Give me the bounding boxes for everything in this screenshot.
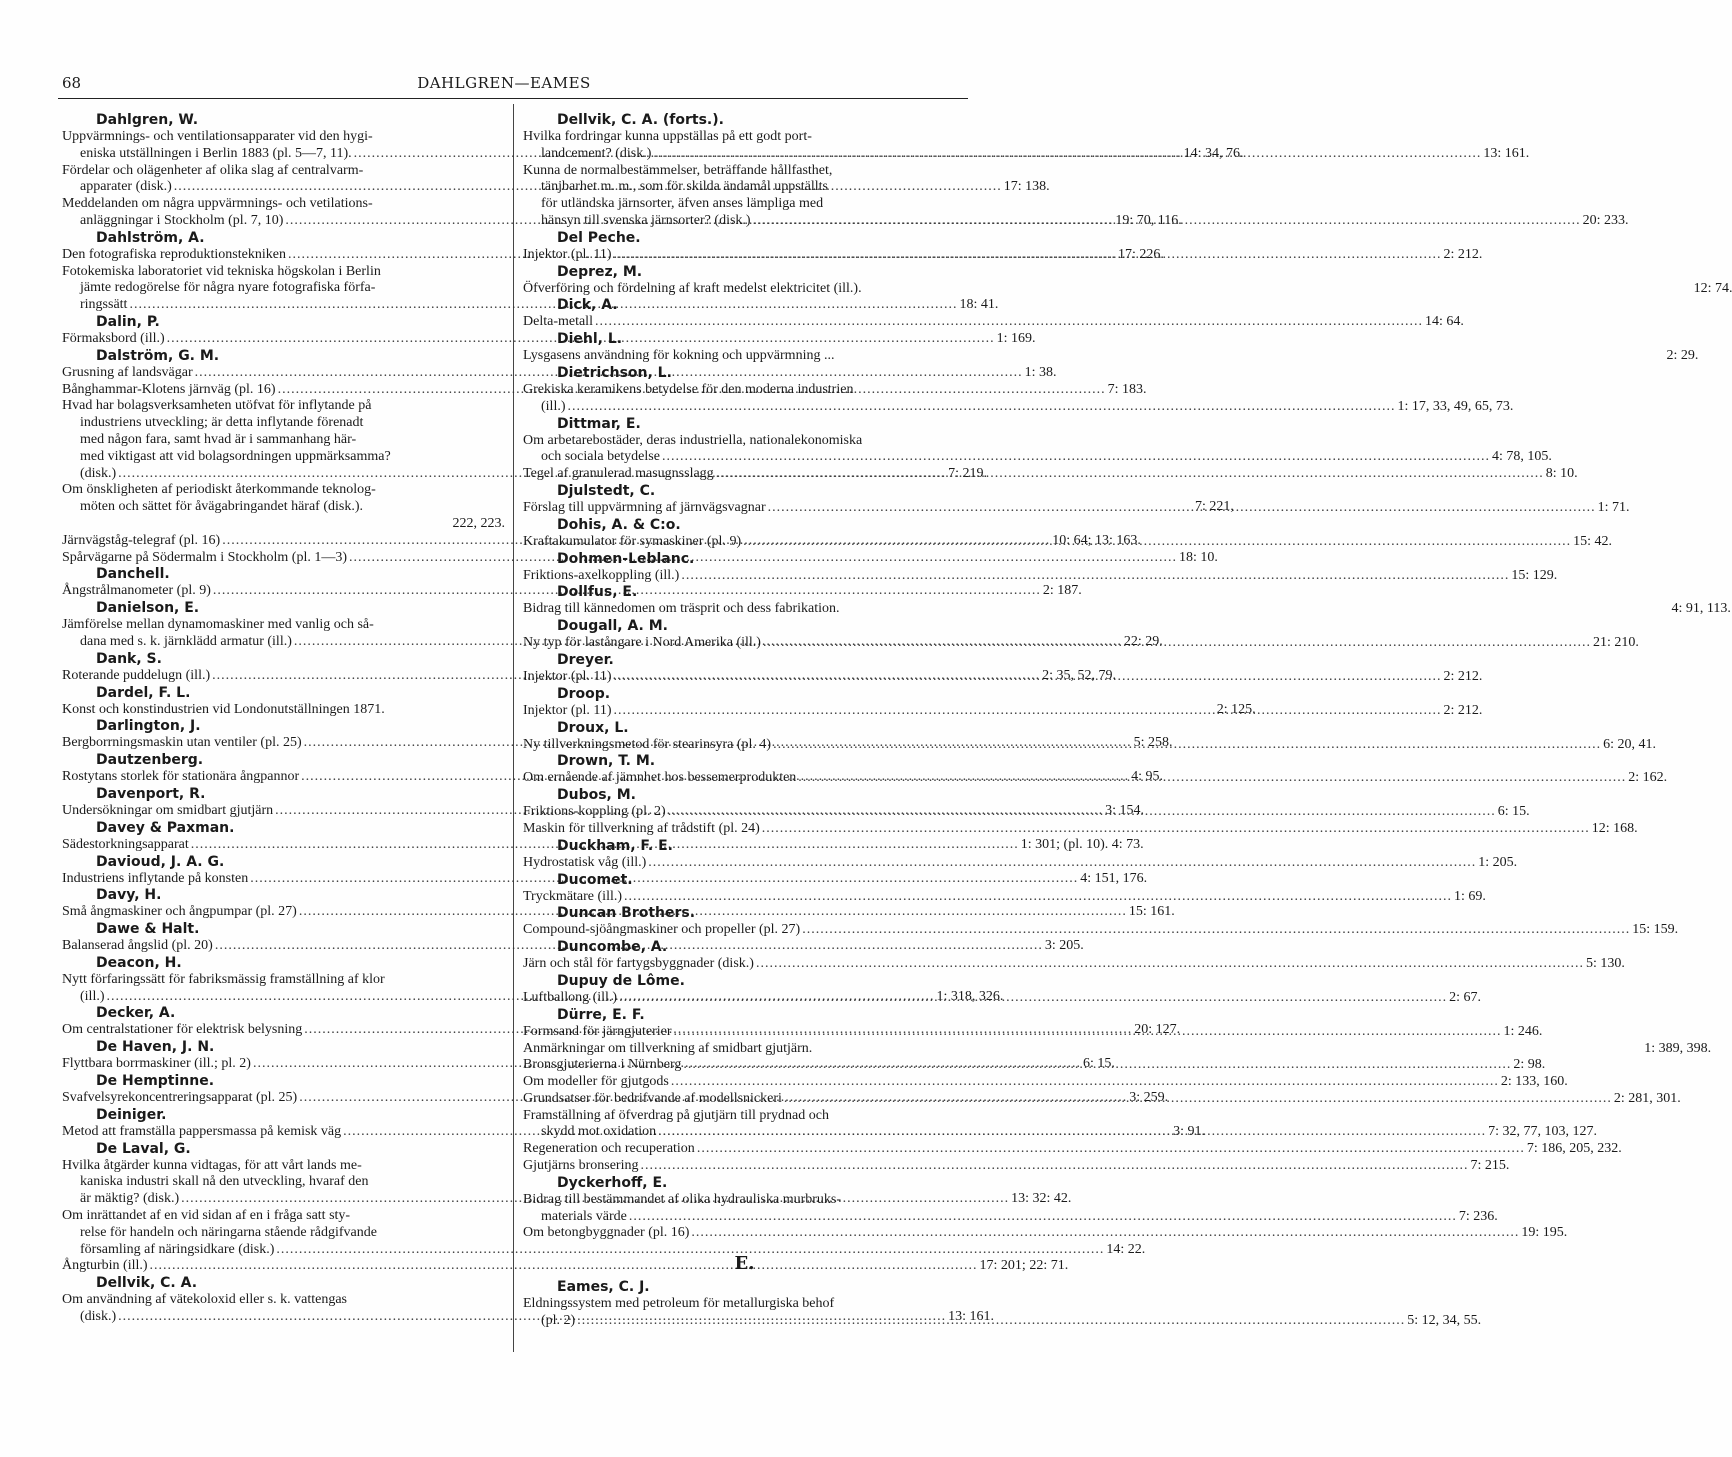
entry-line: Om arbetarebostäder, deras industriella, nationalekonomiska [523, 432, 863, 448]
entry-ref: 6: 15. [1497, 804, 1530, 820]
entry-title: Compound-sjöångmaskiner och propeller (pl. 27) [523, 922, 801, 938]
author-heading: Dahlström, A. [96, 229, 205, 246]
entry-ref: 13: 32: 42. [1011, 1191, 1072, 1207]
entry-title: Tryckmätare (ill.) [523, 888, 623, 904]
entry-line: industriens utveckling; är detta inflytande förenadt [80, 415, 364, 431]
entry-ref: 18: 10. [1179, 549, 1218, 565]
author-heading: Davey & Paxman. [96, 819, 235, 836]
entry-title: Metod att framställa pappersmassa på kemisk väg [62, 1123, 342, 1139]
author-heading: De Haven, J. N. [96, 1039, 215, 1056]
author-heading: De Hemptinne. [96, 1073, 215, 1090]
entry-ref: 2: 187. [1042, 583, 1082, 599]
entry-title: Sädestorkningsapparat [62, 836, 189, 852]
author-heading: Danielson, E. [96, 600, 200, 617]
entry-ref: 3: 154. [1105, 802, 1145, 818]
entry-title: Ångturbin (ill.) [62, 1258, 148, 1274]
entry-line: Om önskligheten af periodiskt återkommande teknolog- [62, 482, 376, 498]
entry-line: Hvilka åtgärder kunna vidtagas, för att vårt lands me- [62, 1157, 362, 1173]
entry-title: Grundsatser för bedrifvande af modellsnickeri [523, 1090, 782, 1106]
entry-line [523, 1040, 1712, 1058]
entry-title: Injektor (pl. 11) [523, 246, 612, 262]
author-heading: Decker, A. [96, 1005, 176, 1022]
author-heading: Dellvik, C. A. (forts.). [557, 112, 724, 128]
entry-ref: 7: 186, 205, 232. [1526, 1141, 1622, 1157]
author-heading: Deacon, H. [96, 954, 182, 971]
author-heading: Dawe & Halt. [96, 921, 200, 938]
page-header [0, 0, 1008, 110]
entry-ref: 3: 205. [1044, 938, 1084, 954]
entry-ref: 7: 215. [1470, 1158, 1510, 1174]
author-heading: Drown, T. M. [557, 753, 656, 770]
entry-ref: 2: 67. [1449, 989, 1481, 1005]
entry-title: Om betongbyggnader (pl. 16) [523, 1225, 690, 1241]
entry-ref: 3: 259. [1129, 1090, 1169, 1106]
entry-ref: 20: 233. [1582, 212, 1629, 228]
entry-ref: 1: 69. [1454, 888, 1486, 904]
author-heading: Dellvik, C. A. [96, 1275, 198, 1292]
author-heading: De Laval, G. [96, 1140, 191, 1157]
author-heading: Duckham, F. E. [557, 837, 673, 854]
entry-title: hänsyn till svenska järnsorter? (disk.) [541, 212, 751, 228]
entry-ref: 5: 12, 34, 55. [1407, 1312, 1482, 1328]
author-heading: Dahlgren, W. [96, 112, 199, 128]
entry-ref: 2: 212. [1443, 246, 1483, 262]
entry-line: 222, 223. [452, 515, 505, 531]
entry-title: materials värde [541, 1208, 627, 1224]
author-heading: Dittmar, E. [557, 415, 641, 432]
author-heading: Dürre, E. F. [557, 1006, 645, 1023]
entry-title: Förslag till uppvärmning af järnvägsvagnar [523, 499, 766, 515]
author-heading: Dupuy de Lôme. [557, 972, 685, 989]
author-heading: Dalin, P. [96, 313, 160, 330]
entry-title: (disk.) [80, 1309, 117, 1325]
entry-title: Om ernående af jämnhet hos bessemerprodukten [523, 770, 797, 786]
author-heading: Dohmen-Leblanc. [557, 550, 695, 567]
entry-title: Spårvägarne på Södermalm i Stockholm (pl. 1—3) [62, 549, 347, 565]
entry-ref: 13: 161. [948, 1309, 995, 1325]
entry-title: dana med s. k. järnklädd armatur (ill.) [80, 633, 292, 649]
entry-ref: 3: 91. [1173, 1123, 1206, 1139]
page-number: 68 [62, 74, 82, 92]
author-heading: Dautzenberg. [96, 752, 204, 769]
entry-title: Luftballong (ill.) [523, 989, 618, 1005]
entry-ref: 2: 212. [1443, 668, 1483, 684]
entry-title: Bidrag till kännedomen om träsprit och dess fabrikation. [523, 601, 840, 617]
entry-ref: 13: 161. [1483, 145, 1530, 161]
entry-ref: 1: 301; (pl. 10). 4: 73. [1020, 836, 1144, 852]
entry-line: Nytt förfaringssätt för fabriksmässig framställning af klor [62, 971, 385, 987]
entry-line: relse för handeln och näringarna stående rådgifvande [80, 1224, 377, 1240]
entry-ref: 7: 219. [948, 465, 988, 481]
entry-title: Öfverföring och fördelning af kraft medelst elektricitet (ill.). [523, 280, 862, 296]
entry-line: Grekiska keramikens betydelse för den moderna industrien [523, 381, 854, 397]
entry-line: Om inrättandet af en vid sidan af en i fråga satt sty- [62, 1208, 351, 1224]
entry-title: Den fotografiska reproduktionstekniken [62, 246, 286, 262]
entry-title: Svafvelsyrekoncentreringsapparat (pl. 25) [62, 1090, 298, 1106]
author-heading: Del Peche. [557, 229, 641, 246]
entry-title: Tegel af granulerad masugnsslagg [523, 466, 714, 482]
entry-title: Maskin för tillverkning af trådstift (pl. 24) [523, 820, 760, 836]
entry-title: Bronsgjuterierna i Nürnberg [523, 1057, 682, 1073]
entry-line: kaniska industri skall nå den utveckling, hvaraf den [80, 1174, 369, 1190]
entry-line: för utländska järnsorter, äfven anses lämpliga med [541, 196, 824, 212]
entry-title: Järnvägståg-telegraf (pl. 16) [62, 532, 221, 548]
author-heading: Dyckerhoff, E. [557, 1174, 668, 1191]
entry-line [523, 888, 1486, 906]
entry-ref: 6: 20, 41. [1603, 736, 1656, 752]
entry-line [523, 1158, 1510, 1175]
entry-title: (disk.) [80, 465, 117, 481]
entry-ref: 17: 138. [1003, 179, 1050, 195]
entry-ref: 2: 281, 301. [1613, 1090, 1681, 1106]
entry-ref: 5: 258. [1133, 735, 1173, 751]
entry-ref: 1: 38. [1024, 364, 1057, 380]
author-heading: Dreyer. [557, 651, 614, 668]
entry-line: Hvad har bolagsverksamheten utöfvat för inflytande på [62, 398, 372, 414]
entry-title: är mäktig? (disk.) [80, 1191, 180, 1207]
entry-title: Ångstrålmanometer (pl. 9) [62, 583, 211, 599]
entry-title: skydd mot oxidation [541, 1124, 657, 1140]
entry-ref: 1: 389, 398. [1644, 1040, 1712, 1056]
entry-line: Uppvärmnings- och ventilationsapparater vid den hygi- [62, 129, 373, 144]
author-heading: Dubos, M. [557, 787, 637, 804]
entry-ref: 14: 64. [1424, 314, 1464, 330]
entry-ref: 2: 29. [1666, 348, 1699, 364]
entry-ref: 1: 169. [996, 330, 1036, 346]
entry-title: Undersökningar om smidbart gjutjärn [62, 802, 274, 818]
entry-title: Roterande puddelugn (ill.) [62, 667, 211, 683]
entry-ref: 4: 91, 113. [1671, 601, 1731, 617]
entry-ref: 19: 70, 116. [1115, 212, 1182, 228]
entry-line: med viktigast att vid bolagsordningen uppmärksamma? [80, 448, 391, 464]
entry-ref: 1: 246. [1503, 1023, 1543, 1039]
entry-title: Lysgasens användning för kokning och uppvärmning ... [523, 348, 835, 364]
entry-line: Bidrag till bestämmandet af olika hydrauliska murbruks- [523, 1191, 842, 1207]
entry-ref: 21: 210. [1592, 635, 1639, 651]
author-heading: Deprez, M. [557, 263, 643, 280]
author-heading: Eames, C. J. [557, 1279, 650, 1296]
entry-line: Fördelar och olägenheter af olika slag af centralvarm- [62, 162, 364, 178]
entry-ref: 18: 41. [959, 297, 999, 313]
entry-title: Gjutjärns bronsering [523, 1158, 639, 1174]
entry-ref: 12: 74. [1693, 280, 1732, 296]
entry-ref: 1: 318, 326. [936, 988, 1004, 1004]
entry-ref: 7: 32, 77, 103, 127. [1488, 1124, 1598, 1140]
entry-title: Förmaksbord (ill.) [62, 330, 165, 346]
entry-title: Delta-metall [523, 314, 593, 330]
entry-title: Formsand för järngjuterier [523, 1023, 672, 1039]
entry-line: Fotokemiska laboratoriet vid tekniska högskolan i Berlin [62, 263, 381, 279]
author-heading: Dohis, A. & C:o. [557, 516, 681, 533]
entry-ref: 1: 17, 33, 49, 65, 73. [1397, 398, 1514, 414]
entry-line: Om användning af vätekoloxid eller s. k. vattengas [62, 1292, 347, 1308]
entry-line [523, 398, 1514, 416]
entry-line: Hvilka fordringar kunna uppställas på ett godt port- [523, 129, 812, 144]
author-heading: Dougall, A. M. [557, 618, 669, 635]
entry-title: Grusning af landsvägar [62, 364, 193, 380]
author-heading: Droop. [557, 685, 611, 702]
author-heading: Dank, S. [96, 650, 162, 667]
entry-ref: 14: 34, 76. [1183, 145, 1244, 161]
entry-line [523, 956, 1625, 973]
entry-title: Anmärkningar om tillverkning af smidbart gjutjärn. [523, 1040, 813, 1056]
entry-ref: 15: 159. [1632, 922, 1679, 938]
entry-title: Konst och konstindustrien vid Londonutställningen 1871. [62, 701, 385, 717]
entry-ref: 10: 64; 13: 163. [1052, 532, 1141, 548]
entry-ref: 12: 168. [1591, 820, 1638, 836]
entry-line: med någon fara, samt hvad är i sammanhang här- [80, 431, 357, 447]
entry-title: Järn och stål för fartygsbyggnader (disk.) [523, 956, 754, 972]
entry-title: Små ångmaskiner och ångpumpar (pl. 27) [62, 904, 297, 920]
entry-title: Friktions-koppling (pl. 2) [523, 804, 666, 820]
entry-ref: 2: 35, 52, 79. [1042, 667, 1117, 683]
entry-title: apparater (disk.) [80, 179, 172, 195]
entry-ref: 17: 201; 22: 71. [979, 1258, 1069, 1274]
entry-line: Eldningssystem med petroleum för metallurgiska behof [523, 1296, 835, 1312]
entry-line: Meddelanden om några uppvärmnings- och vetilations- [62, 196, 373, 212]
author-heading: Darlington, J. [96, 718, 201, 735]
entry-ref: 2: 125. [1216, 701, 1256, 717]
author-heading: Dick, A. [557, 297, 618, 314]
entry-line [523, 280, 1732, 298]
entry-title: Bånghammar-Klotens järnväg (pl. 16) [62, 381, 276, 397]
entry-title: Ny tillverkningsmetod för stearinsyra (pl. 4) [523, 736, 772, 752]
entry-ref: 2: 212. [1443, 702, 1483, 718]
entry-line [62, 1258, 1069, 1275]
entry-line [523, 1208, 1498, 1226]
entry-title: (pl. 2) [541, 1312, 576, 1328]
entry-ref: 7: 236. [1458, 1208, 1498, 1224]
entry-ref: 22: 29. [1123, 633, 1163, 649]
entry-ref: 1: 71. [1597, 499, 1630, 515]
entry-line [523, 314, 1464, 331]
entry-ref: 20: 127. [1134, 1022, 1181, 1038]
entry-line [523, 601, 1731, 618]
entry-ref: 7: 221, [1195, 499, 1234, 515]
entry-line: Jämförelse mellan dynamomaskiner med vanlig och så- [62, 617, 374, 633]
entry-title: församling af näringsidkare (disk.) [80, 1241, 275, 1257]
entry-title: (ill.) [80, 988, 105, 1004]
author-heading: Dollfus, E. [557, 584, 638, 601]
entry-line [523, 922, 1679, 939]
entry-ref: 2: 98. [1513, 1057, 1546, 1073]
entry-title: (ill.) [541, 398, 566, 414]
entry-ref: 15: 161. [1128, 904, 1175, 920]
entry-title: Industriens inflytande på konsten [62, 870, 249, 886]
entry-title: Injektor (pl. 11) [523, 702, 612, 718]
entry-ref: 8: 10. [1545, 466, 1578, 482]
author-heading: Duncan Brothers. [557, 905, 696, 922]
entry-ref: 4: 151, 176. [1080, 870, 1148, 886]
entry-title: Friktions-axelkoppling (ill.) [523, 567, 680, 583]
entry-line [523, 854, 1518, 872]
entry-ref: 17: 226. [1117, 246, 1164, 262]
entry-ref: 15: 129. [1511, 567, 1558, 583]
author-heading: Davioud, J. A. G. [96, 853, 225, 870]
entry-title: ringssätt [80, 297, 128, 313]
entry-ref: 4: 78, 105. [1491, 449, 1552, 465]
section-letter: E. [734, 1253, 755, 1275]
entry-title: Hydrostatisk våg (ill.) [523, 854, 647, 870]
entry-title: Ny typ för lastångare i Nord Amerika (ill.) [523, 635, 761, 651]
entry-title: och sociala betydelse [541, 449, 660, 465]
author-heading: Dalström, G. M. [96, 347, 220, 364]
entry-ref: 5: 130. [1585, 956, 1625, 972]
entry-title: Balanserad ångslid (pl. 20) [62, 938, 213, 954]
entry-line: Framställning af öfverdrag på gjutjärn till prydnad och [523, 1107, 829, 1123]
author-heading: Dardel, F. L. [96, 684, 191, 701]
entry-title: anläggningar i Stockholm (pl. 7, 10) [80, 212, 284, 228]
entry-line: Kunna de normalbestämmelser, beträffande hållfasthet, [523, 162, 833, 178]
author-heading: Deiniger. [96, 1106, 167, 1123]
entry-title: Injektor (pl. 11) [523, 668, 612, 684]
entry-ref: 6: 15. [1082, 1056, 1115, 1072]
entry-title: eniska utställningen i Berlin 1883 (pl. 5—7, 11). [80, 145, 352, 161]
author-heading: Djulstedt, C. [557, 482, 656, 499]
entry-title: Bergborrningsmaskin utan ventiler (pl. 25) [62, 735, 302, 751]
entry-line [523, 1225, 1568, 1242]
entry-ref: 19: 195. [1521, 1225, 1568, 1241]
entry-ref: 14: 22. [1106, 1241, 1146, 1257]
entry-line [523, 348, 1699, 365]
author-heading: Duncombe, A. [557, 939, 668, 956]
entry-ref: 7: 183. [1107, 381, 1147, 397]
entry-title: Om modeller för gjutgods [523, 1074, 669, 1090]
running-head: DAHLGREN—EAMES [417, 74, 591, 92]
entry-line [62, 1241, 1146, 1259]
entry-title: möten och sättet för åvägabringandet häraf (disk.). [80, 499, 364, 515]
author-heading: Dietrichson, L. [557, 364, 672, 381]
entry-title: Om centralstationer för elektrisk belysning [62, 1022, 303, 1038]
entry-title: Kraftakumulator för symaskiner (pl. 9) [523, 533, 742, 549]
entry-line [523, 820, 1638, 838]
entry-line [523, 449, 1552, 466]
column-divider [513, 104, 514, 1352]
entry-title: Regeneration och recuperation [523, 1141, 695, 1157]
author-heading: Danchell. [96, 566, 170, 583]
entry-line [523, 1074, 1568, 1091]
entry-ref: 4: 95. [1131, 769, 1164, 785]
entry-ref: 15: 42. [1573, 533, 1612, 549]
entry-title: Flyttbara borrmaskiner (ill.; pl. 2) [62, 1056, 251, 1072]
entry-line [523, 567, 1558, 585]
header-rule [58, 98, 968, 99]
entry-line [523, 1141, 1622, 1158]
author-heading: Davy, H. [96, 887, 162, 904]
entry-title: Rostytans storlek för stationära ångpannor [62, 769, 300, 785]
entry-ref: 1: 205. [1478, 854, 1518, 870]
author-heading: Davenport, R. [96, 785, 206, 802]
entry-ref: 2: 133, 160. [1500, 1074, 1568, 1090]
author-heading: Diehl, L. [557, 331, 623, 348]
entry-line: tänjbarhet m. m., som för skilda ändamål uppställts [541, 179, 828, 195]
entry-line: jämte redogörelse för några nyare fotografiska förfa- [80, 280, 376, 296]
author-heading: Droux, L. [557, 719, 629, 736]
entry-title: landcement? (disk.) [541, 145, 652, 161]
entry-ref: 2: 162. [1628, 770, 1668, 786]
author-heading: Ducomet. [557, 871, 633, 888]
